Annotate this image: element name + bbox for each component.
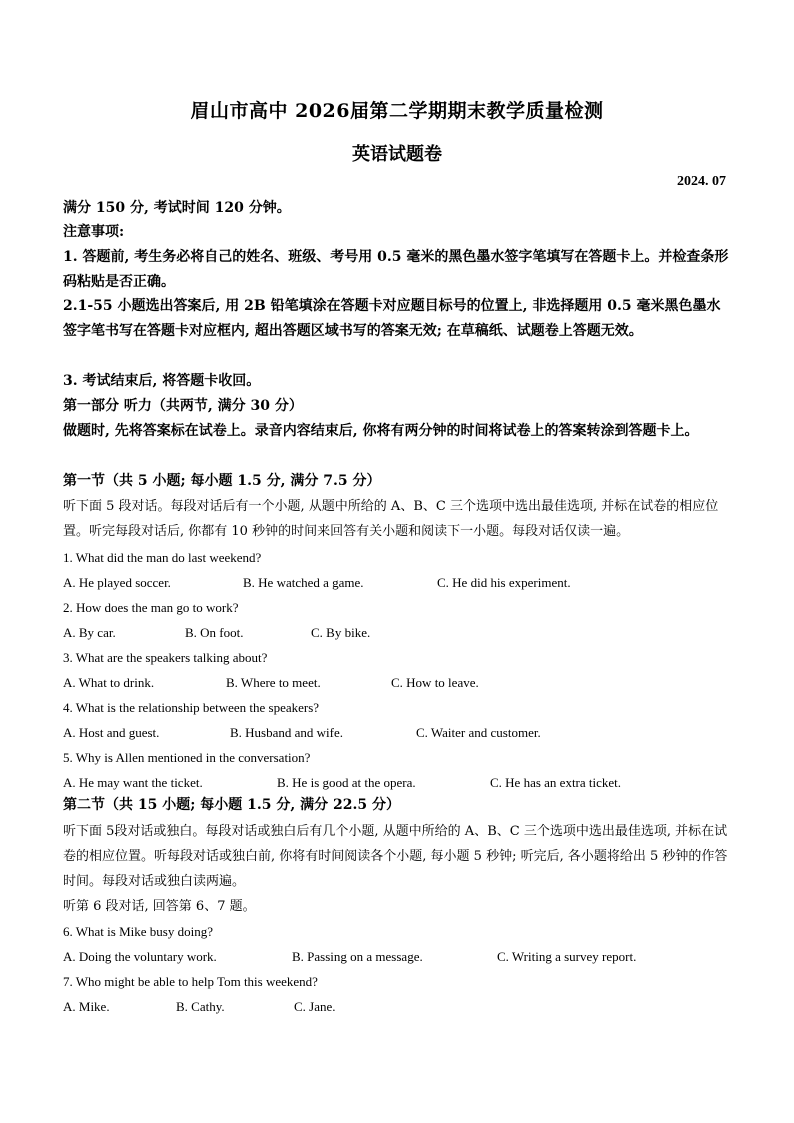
option-a: A. What to drink. bbox=[63, 675, 155, 690]
option-c: C. Writing a survey report. bbox=[497, 949, 637, 964]
notice-item-2: 2.1-55 小题选出答案后, 用 2B 铅笔填涂在答题卡对应题目标号的位置上, 非选择题用 0.5 毫米黑色墨水签字笔书写在答题卡对应框内, 超出答题区域书写的答案无效; 在草稿纸、试题卷上答题无效。 bbox=[63, 298, 721, 339]
option-a: A. Doing the voluntary work. bbox=[63, 949, 217, 964]
option-a: A. Mike. bbox=[63, 999, 110, 1014]
option-a: A. By car. bbox=[63, 625, 116, 640]
section1-instruction: 听下面 5 段对话。每段对话后有一个小题, 从题中所给的 A、B、C 三个选项中选出最佳选项, 并标在试卷的相应位置。听完每段对话后, 你都有 10 秒钟的时间来回答有关小题和阅读下一小题。每段对话仅读一遍。 bbox=[63, 499, 719, 539]
question-stem: 2. How does the man go to work? bbox=[63, 600, 239, 615]
option-a: A. Host and guest. bbox=[63, 725, 160, 740]
question-stem: 3. What are the speakers talking about? bbox=[63, 650, 268, 665]
notice-label: 注意事项: bbox=[63, 224, 125, 240]
section2-heading: 第二节（共 15 小题; 每小题 1.5 分, 满分 22.5 分） bbox=[63, 797, 400, 813]
question-stem: 4. What is the relationship between the speakers? bbox=[63, 700, 320, 715]
dialogue-intro: 听第 6 段对话, 回答第 6、7 题。 bbox=[63, 899, 256, 914]
section2-instruction: 听下面 5段对话或独白。每段对话或独白后有几个小题, 从题中所给的 A、B、C 三个选项中选出最佳选项, 并标在试卷的相应位置。听每段对话或独白前, 你将有时间阅读各个小题, 每小题 5 秒钟; 听完后, 各小题将给出 5 秒钟的作答时间。每段对话或独白读两遍。 bbox=[63, 824, 728, 889]
option-b: B. He is good at the opera. bbox=[277, 775, 416, 790]
question-stem: 6. What is Mike busy doing? bbox=[63, 924, 213, 939]
score-time-text: 满分 150 分, 考试时间 120 分钟。 bbox=[63, 200, 291, 216]
question-stem: 7. Who might be able to help Tom this weekend? bbox=[63, 974, 318, 989]
option-a: A. He played soccer. bbox=[63, 575, 171, 590]
part1-instruction: 做题时, 先将答案标在试卷上。录音内容结束后, 你将有两分钟的时间将试卷上的答案转涂到答题卡上。 bbox=[63, 423, 699, 439]
exam-subtitle: 英语试题卷 bbox=[352, 144, 442, 165]
notice-item-3: 3. 考试结束后, 将答题卡收回。 bbox=[63, 373, 261, 389]
option-c: C. He did his experiment. bbox=[437, 575, 571, 590]
option-b: B. Passing on a message. bbox=[292, 949, 423, 964]
exam-date: 2024. 07 bbox=[677, 174, 726, 189]
exam-title: 眉山市高中 2026届第二学期期末教学质量检测 bbox=[190, 100, 604, 122]
notice-item-1: 1. 答题前, 考生务必将自己的姓名、班级、考号用 0.5 毫米的黑色墨水签字笔填写在答题卡上。并检查条形码粘贴是否正确。 bbox=[63, 249, 729, 290]
option-a: A. He may want the ticket. bbox=[63, 775, 203, 790]
option-b: B. On foot. bbox=[185, 625, 244, 640]
option-c: C. By bike. bbox=[311, 625, 371, 640]
option-c: C. Waiter and customer. bbox=[416, 725, 541, 740]
question-stem: 1. What did the man do last weekend? bbox=[63, 550, 262, 565]
part1-heading: 第一部分 听力（共两节, 满分 30 分） bbox=[63, 398, 303, 414]
option-b: B. Cathy. bbox=[176, 999, 225, 1014]
option-b: B. He watched a game. bbox=[243, 575, 364, 590]
section1-heading: 第一节（共 5 小题; 每小题 1.5 分, 满分 7.5 分） bbox=[63, 473, 381, 489]
question-stem: 5. Why is Allen mentioned in the conversation? bbox=[63, 750, 311, 765]
option-c: C. How to leave. bbox=[391, 675, 479, 690]
option-b: B. Where to meet. bbox=[226, 675, 321, 690]
option-c: C. He has an extra ticket. bbox=[490, 775, 622, 790]
option-c: C. Jane. bbox=[294, 999, 336, 1014]
option-b: B. Husband and wife. bbox=[230, 725, 344, 740]
